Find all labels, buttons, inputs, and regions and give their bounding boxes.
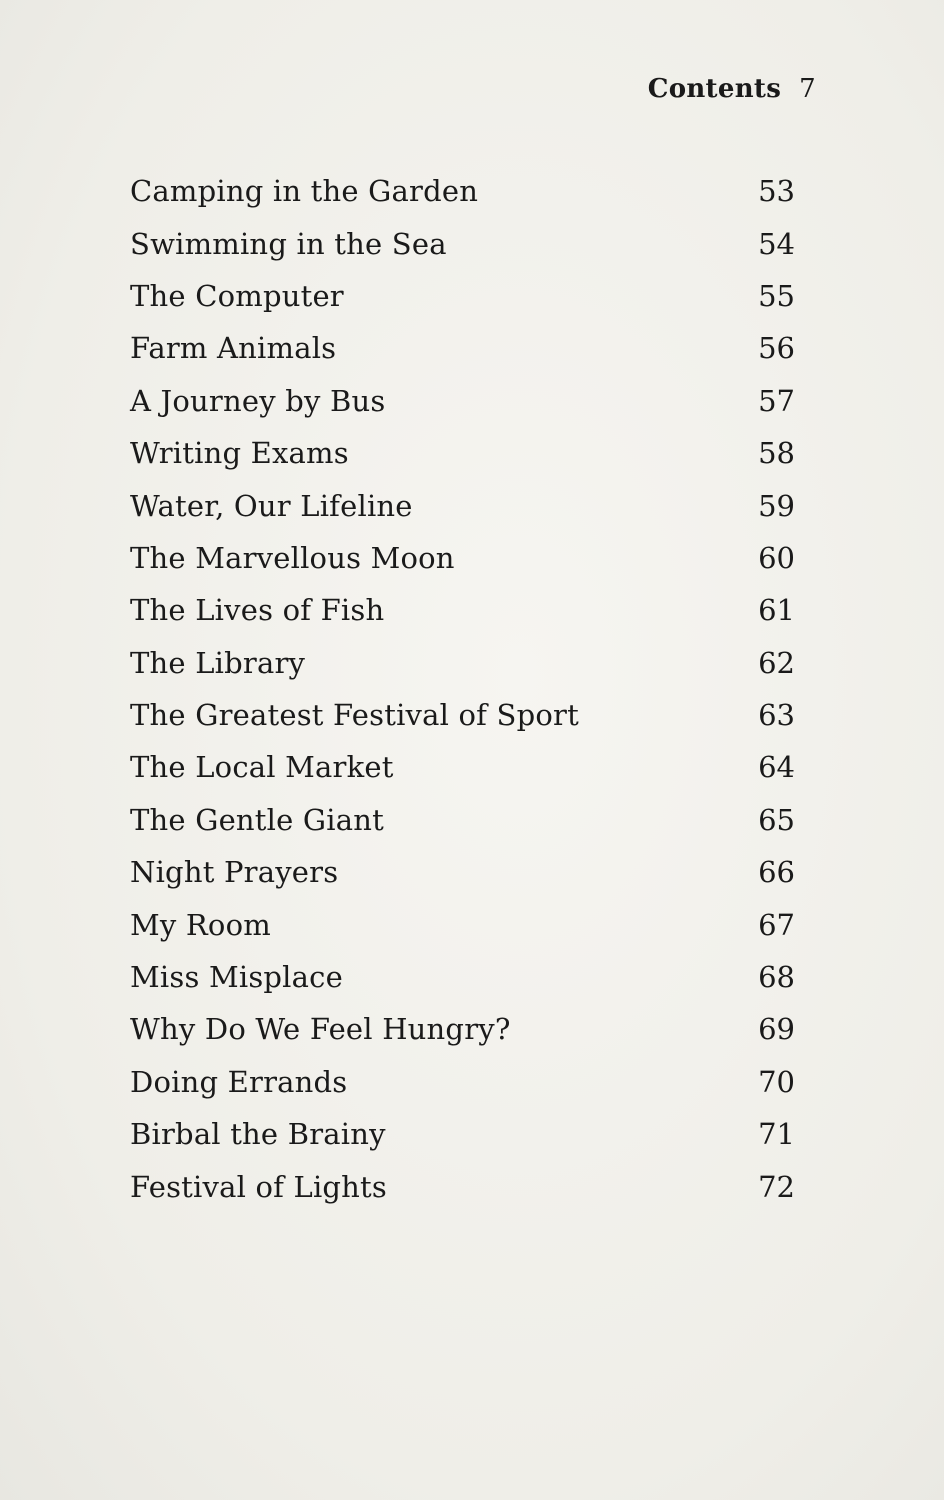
toc-entry xyxy=(130,1003,795,1055)
table-of-contents xyxy=(130,165,795,1213)
toc-entry-title: Night Prayers xyxy=(130,855,339,890)
toc-entry xyxy=(130,1108,795,1160)
toc-entry xyxy=(130,898,795,950)
toc-entry-page-number: 56 xyxy=(758,331,795,366)
toc-entry-title: The Computer xyxy=(130,278,344,313)
toc-entry-page-number: 71 xyxy=(758,1117,795,1152)
toc-entry-page-number: 59 xyxy=(758,488,795,523)
toc-entry-title: Miss Misplace xyxy=(130,960,343,995)
toc-entry xyxy=(130,270,795,322)
toc-entry xyxy=(130,479,795,531)
toc-entry-title: Why Do We Feel Hungry? xyxy=(130,1012,511,1047)
toc-entry-page-number: 65 xyxy=(758,802,795,837)
toc-entry-page-number: 64 xyxy=(758,750,795,785)
toc-entry xyxy=(130,846,795,898)
toc-entry xyxy=(130,217,795,269)
toc-entry-title: Doing Errands xyxy=(130,1064,348,1099)
toc-entry-page-number: 53 xyxy=(758,174,795,209)
running-head xyxy=(648,74,816,104)
toc-entry-title: Writing Exams xyxy=(130,436,349,471)
toc-entry-page-number: 61 xyxy=(758,593,795,628)
toc-entry-page-number: 68 xyxy=(758,960,795,995)
toc-entry-title: The Library xyxy=(130,645,306,680)
toc-entry-page-number: 54 xyxy=(758,226,795,261)
toc-entry xyxy=(130,794,795,846)
toc-entry-page-number: 63 xyxy=(758,698,795,733)
toc-entry-title: The Local Market xyxy=(130,750,394,785)
toc-entry xyxy=(130,741,795,793)
toc-entry-title: A Journey by Bus xyxy=(130,383,386,418)
toc-entry xyxy=(130,584,795,636)
toc-entry xyxy=(130,637,795,689)
toc-entry-title: My Room xyxy=(130,907,271,942)
toc-entry-title: Camping in the Garden xyxy=(130,174,479,209)
toc-entry xyxy=(130,1160,795,1212)
toc-entry-page-number: 60 xyxy=(758,540,795,575)
toc-entry-title: The Marvellous Moon xyxy=(130,540,455,575)
toc-entry-page-number: 62 xyxy=(758,645,795,680)
toc-entry xyxy=(130,375,795,427)
toc-entry xyxy=(130,689,795,741)
toc-entry-page-number: 72 xyxy=(758,1169,795,1204)
toc-entry xyxy=(130,427,795,479)
toc-entry-title: The Greatest Festival of Sport xyxy=(130,698,579,733)
toc-entry-title: Water, Our Lifeline xyxy=(130,488,413,523)
toc-entry xyxy=(130,165,795,217)
toc-entry-title: Festival of Lights xyxy=(130,1169,387,1204)
toc-entry-title: The Gentle Giant xyxy=(130,802,384,837)
toc-entry xyxy=(130,322,795,374)
toc-entry-page-number: 66 xyxy=(758,855,795,890)
toc-entry-title: The Lives of Fish xyxy=(130,593,385,628)
toc-entry-page-number: 70 xyxy=(758,1064,795,1099)
toc-entry-title: Birbal the Brainy xyxy=(130,1117,386,1152)
toc-entry-page-number: 55 xyxy=(758,278,795,313)
toc-entry-page-number: 58 xyxy=(758,436,795,471)
toc-entry xyxy=(130,1056,795,1108)
toc-entry-page-number: 57 xyxy=(758,383,795,418)
toc-entry-page-number: 69 xyxy=(758,1012,795,1047)
running-head-page-number: 7 xyxy=(799,74,816,104)
toc-entry-title: Farm Animals xyxy=(130,331,337,366)
toc-entry xyxy=(130,532,795,584)
toc-entry-page-number: 67 xyxy=(758,907,795,942)
toc-entry xyxy=(130,951,795,1003)
running-head-title: Contents xyxy=(647,74,782,104)
toc-entry-title: Swimming in the Sea xyxy=(130,226,447,261)
